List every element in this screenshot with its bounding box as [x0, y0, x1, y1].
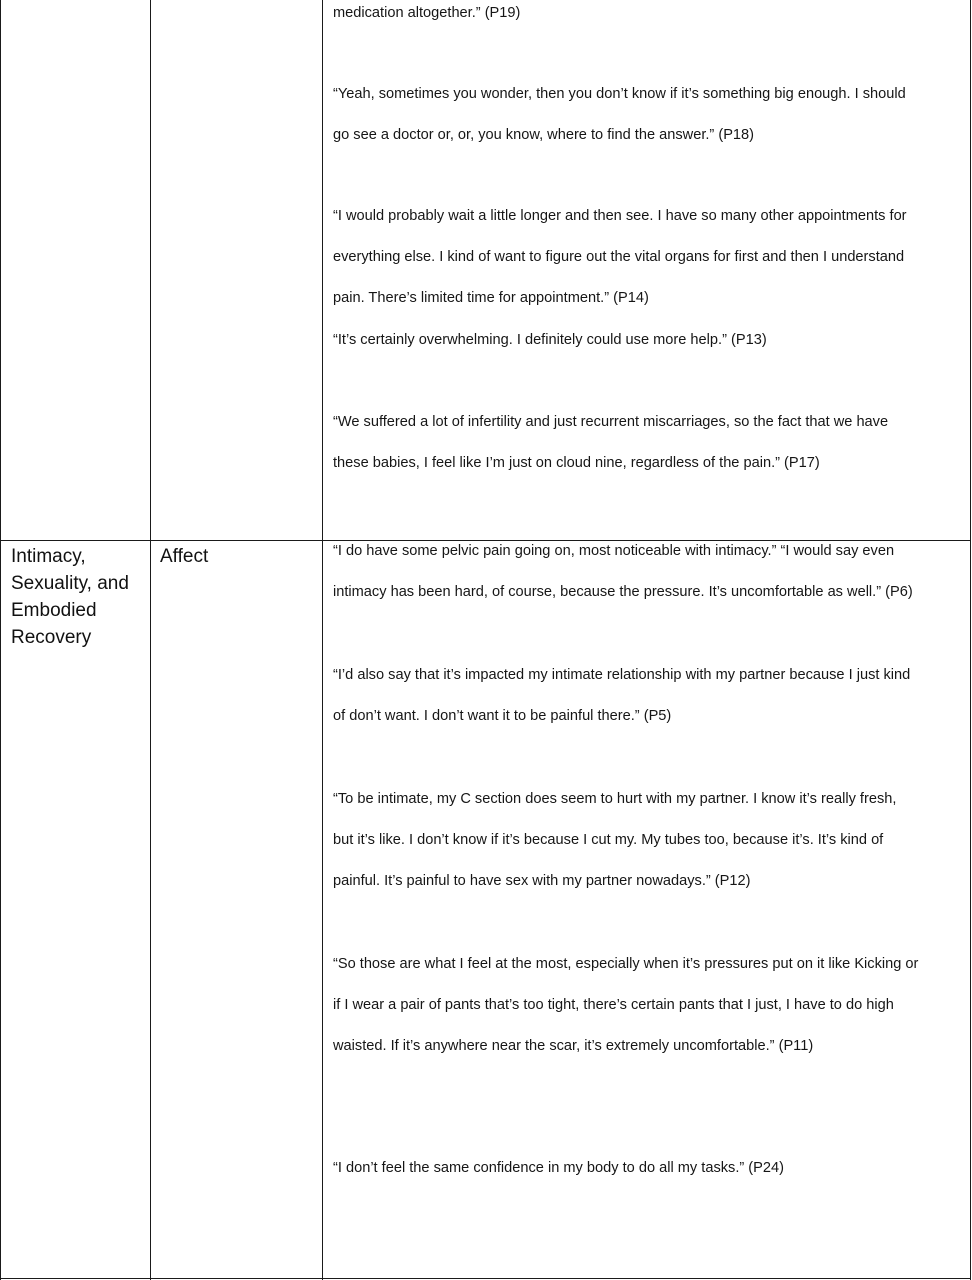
quote-line: of don’t want. I don’t want it to be painful there.” (P5) — [333, 708, 672, 724]
quote-p19 — [333, 0, 963, 34]
quote-line: painful. It’s painful to have sex with my partner nowadays.” (P12) — [333, 873, 751, 889]
quote-line: “I don’t feel the same confidence in my body to do all my tasks.” (P24) — [333, 1160, 784, 1176]
quote-p14 — [333, 196, 963, 319]
quote-line: intimacy has been hard, of course, because the pressure. It’s uncomfortable as well.” (P6) — [333, 584, 913, 600]
table-border-left — [0, 0, 1, 1280]
quote-p11 — [333, 944, 963, 1067]
quote-line: “I’d also say that it’s impacted my intimate relationship with my partner because I just kind — [333, 667, 911, 683]
quote-p6 — [333, 531, 963, 613]
quote-line: “To be intimate, my C section does seem to hurt with my partner. I know it’s really fresh, — [333, 791, 897, 807]
row-2-code: Affect — [160, 546, 209, 567]
quote-p12 — [333, 779, 963, 902]
table-border-right — [970, 0, 971, 1280]
table-border-bottom — [0, 1278, 971, 1279]
quote-line: “I do have some pelvic pain going on, most noticeable with intimacy.” “I would say even — [333, 543, 895, 559]
quote-line: if I wear a pair of pants that’s too tight, there’s certain pants that I just, I have to do high — [333, 997, 894, 1013]
quote-line: “It’s certainly overwhelming. I definitely could use more help.” (P13) — [333, 332, 767, 348]
quote-line: “Yeah, sometimes you wonder, then you don’t know if it’s something big enough. I should — [333, 86, 906, 102]
quote-line: go see a doctor or, or, you know, where to find the answer.” (P18) — [333, 127, 755, 143]
quote-p18 — [333, 74, 963, 156]
quote-line: pain. There’s limited time for appointment.” (P14) — [333, 290, 649, 306]
quote-line: “We suffered a lot of infertility and just recurrent miscarriages, so the fact that we have — [333, 414, 889, 430]
quote-line: but it’s like. I don’t know if it’s because I cut my. My tubes too, because it’s. It’s kind of — [333, 832, 884, 848]
quote-line: these babies, I feel like I’m just on cloud nine, regardless of the pain.” (P17) — [333, 455, 820, 471]
quote-line: medication altogether.” (P19) — [333, 5, 521, 21]
quote-line: waisted. If it’s anywhere near the scar, it’s extremely uncomfortable.” (P11) — [333, 1038, 814, 1054]
row-2-theme: Intimacy, Sexuality, and Embodied Recovery — [11, 546, 129, 648]
quote-line: “I would probably wait a little longer and then see. I have so many other appointments for — [333, 208, 907, 224]
quote-p5 — [333, 655, 963, 737]
quote-line: “So those are what I feel at the most, especially when it’s pressures put on it like Kicking or — [333, 956, 919, 972]
column-divider-code — [322, 0, 323, 1280]
quote-line: everything else. I kind of want to figure out the vital organs for first and then I understand — [333, 249, 905, 265]
quote-p13 — [333, 320, 963, 361]
quote-p24 — [333, 1148, 963, 1189]
column-divider-theme — [150, 0, 151, 1280]
quote-p17 — [333, 402, 963, 484]
